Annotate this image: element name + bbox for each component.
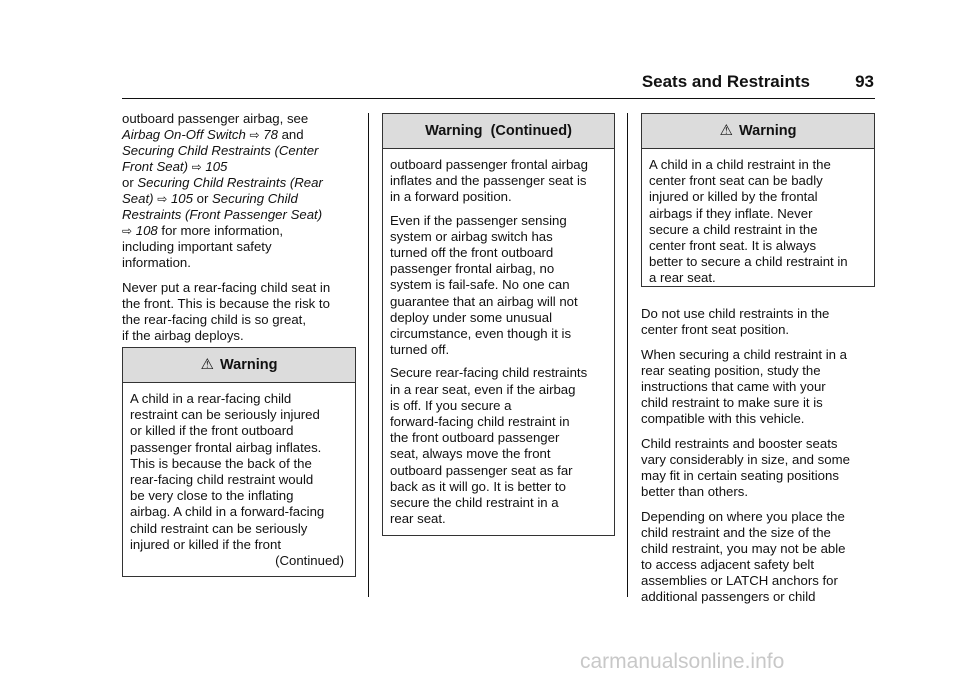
text-line: secure a child restraint in the <box>649 221 818 237</box>
text-line: secure the child restraint in a <box>390 495 559 511</box>
warning-body <box>642 149 874 287</box>
text-line: inflates and the passenger seat is <box>390 173 587 189</box>
text-line <box>122 191 358 207</box>
text-line: in a forward position. <box>390 189 512 205</box>
text-line: vary considerably in size, and some <box>641 452 850 467</box>
continued-label: (Continued) <box>275 553 344 569</box>
text-line: airbag. A child in a forward-facing <box>130 504 325 520</box>
page-ref[interactable]: 105 <box>170 191 193 206</box>
text-line: passenger frontal airbag, no <box>390 261 555 277</box>
text-line: the front. This is because the risk to <box>122 296 330 311</box>
paragraph <box>641 347 877 427</box>
warning-box <box>641 113 875 287</box>
text-line: child restraint can be seriously <box>130 520 308 536</box>
warning-icon: ⚠ <box>200 356 214 373</box>
text-line: injured or killed if the front <box>130 536 281 552</box>
text-line: better than others. <box>641 484 749 499</box>
text-line: rear seat. <box>390 511 446 527</box>
text-line: information. <box>122 255 191 270</box>
reference-link[interactable]: Securing Child <box>212 191 298 206</box>
reference-link[interactable]: Restraints (Front Passenger Seat) <box>122 207 323 222</box>
reference-link[interactable]: Airbag On-Off Switch <box>122 127 246 142</box>
text-line: including important safety <box>122 239 272 254</box>
warning-header <box>123 348 355 383</box>
reference-link[interactable]: Front Seat) <box>122 159 188 174</box>
warning-body <box>123 383 355 569</box>
paragraph <box>641 306 877 338</box>
paragraph <box>390 365 607 527</box>
page-ref[interactable]: 78 <box>263 127 278 142</box>
warning-icon: ⚠ <box>719 122 733 139</box>
text-line: or killed if the front outboard <box>130 423 294 439</box>
text-line: Do not use child restraints in the <box>641 306 830 321</box>
text-line: outboard passenger seat as far <box>390 462 573 478</box>
text-line: When securing a child restraint in a <box>641 347 847 362</box>
text-line: circumstance, even though it is <box>390 326 572 342</box>
text-line: turned off. <box>390 342 450 358</box>
page-ref-icon: ⇨ <box>122 224 133 238</box>
header-rule <box>122 98 875 99</box>
text-line <box>122 159 358 175</box>
text-line: A child in a child restraint in the <box>649 157 831 172</box>
text-line: is off. If you secure a <box>390 397 512 413</box>
text-line: be very close to the inflating <box>130 488 294 504</box>
page-header <box>622 72 874 94</box>
column-3 <box>641 306 877 614</box>
text-line: better to secure a child restraint in <box>649 254 848 270</box>
text-line: outboard passenger airbag, see <box>122 111 309 126</box>
text-line: Even if the passenger sensing <box>390 212 567 228</box>
column-1 <box>122 111 358 353</box>
text-line: child restraint and the size of the <box>641 525 831 540</box>
text-line: system is fail-safe. No one can <box>390 277 570 293</box>
warning-header: Warning (Continued) <box>383 114 614 149</box>
warning-body <box>383 149 614 527</box>
text-line: the rear-facing child is so great, <box>122 312 306 327</box>
paragraph <box>390 213 607 359</box>
text-line: injured or killed by the frontal <box>649 189 818 205</box>
warning-title: Warning <box>219 357 278 373</box>
text-line: rear-facing child restraint would <box>130 472 314 488</box>
text-span: or <box>192 191 213 206</box>
text-line: passenger frontal airbag inflates. <box>130 439 322 455</box>
text-line: center front seat. It is always <box>649 238 817 254</box>
text-span: for more information, <box>157 223 284 238</box>
text-line: forward-facing child restraint in <box>390 414 570 430</box>
text-line: deploy under some unusual <box>390 309 553 325</box>
page-ref-icon: ⇨ <box>249 128 260 142</box>
text-span: or <box>122 175 138 190</box>
paragraph <box>641 509 877 605</box>
paragraph <box>122 111 358 271</box>
warning-title: Warning <box>738 123 797 139</box>
text-line: to access adjacent safety belt <box>641 557 815 572</box>
page-ref[interactable]: 105 <box>205 159 228 174</box>
text-line: a rear seat. <box>649 270 716 286</box>
text-line: instructions that came with your <box>641 379 826 394</box>
text-span: and <box>277 127 304 142</box>
text-line: airbags if they inflate. Never <box>649 205 813 221</box>
reference-link[interactable]: Seat) <box>122 191 154 206</box>
text-line <box>122 127 358 143</box>
column-divider <box>368 113 369 597</box>
text-line: Child restraints and booster seats <box>641 436 838 451</box>
section-title: Seats and Restraints <box>641 72 810 91</box>
text-line: the front outboard passenger <box>390 430 560 446</box>
page-ref[interactable]: 108 <box>135 223 158 238</box>
paragraph <box>122 280 358 344</box>
page-number: 93 <box>855 72 874 91</box>
text-line: center front seat can be badly <box>649 173 823 189</box>
text-line: A child in a rear-facing child <box>130 391 292 406</box>
text-line: center front seat position. <box>641 322 790 337</box>
text-line: assemblies or LATCH anchors for <box>641 573 838 588</box>
text-line: Never put a rear-facing child seat in <box>122 280 331 295</box>
warning-box <box>122 347 356 577</box>
page-ref-icon: ⇨ <box>157 192 168 206</box>
text-line: restraint can be seriously injured <box>130 407 320 423</box>
text-line <box>122 223 358 239</box>
text-line: compatible with this vehicle. <box>641 411 805 426</box>
text-line: Depending on where you place the <box>641 509 845 524</box>
reference-link[interactable]: Securing Child Restraints (Center <box>122 143 319 158</box>
text-line: may fit in certain seating positions <box>641 468 839 483</box>
text-line: in a rear seat, even if the airbag <box>390 381 576 397</box>
text-line: child restraint to make sure it is <box>641 395 823 410</box>
watermark: carmanualsonline.info <box>580 650 785 673</box>
text-line: turned off the front outboard <box>390 245 554 261</box>
text-line: system or airbag switch has <box>390 228 553 244</box>
paragraph <box>390 157 607 206</box>
text-line: guarantee that an airbag will not <box>390 293 578 309</box>
reference-link[interactable]: Securing Child Restraints (Rear <box>137 175 323 190</box>
text-line: outboard passenger frontal airbag <box>390 157 588 172</box>
text-line: rear seating position, study the <box>641 363 821 378</box>
text-line: back as it will go. It is better to <box>390 478 566 494</box>
text-line: child restraint, you may not be able <box>641 541 846 556</box>
text-line: seat, always move the front <box>390 446 551 462</box>
text-line: if the airbag deploys. <box>122 328 244 343</box>
warning-header <box>642 114 874 149</box>
text-line: This is because the back of the <box>130 455 312 471</box>
text-line: Secure rear-facing child restraints <box>390 365 588 381</box>
text-line <box>122 175 358 191</box>
page-ref-icon: ⇨ <box>191 160 202 174</box>
text-line: additional passengers or child <box>641 589 816 604</box>
paragraph <box>641 436 877 500</box>
column-divider <box>627 113 628 597</box>
warning-continued-box <box>382 113 615 536</box>
